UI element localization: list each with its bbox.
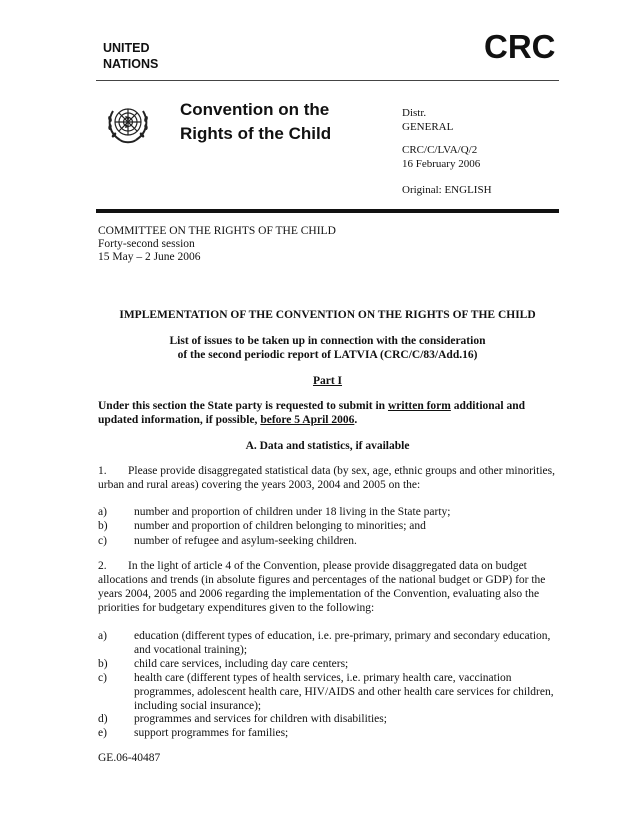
paragraph-1-number: 1.	[98, 465, 107, 477]
request-written-form: written form	[387, 400, 451, 412]
header-divider	[96, 80, 559, 81]
p1-item-label: b)	[98, 520, 108, 532]
part-heading: Part I	[312, 375, 343, 387]
p2-item-text: programmes and services for children with disabilities;	[134, 713, 387, 725]
p2-item-text: support programmes for families;	[134, 727, 289, 739]
p2-item-text: child care services, including day care centers;	[134, 658, 349, 670]
request-deadline: before 5 April 2006	[260, 414, 355, 426]
request-text-end: .	[354, 414, 358, 426]
request-paragraph	[98, 399, 558, 427]
committee-block	[98, 225, 336, 264]
p2-item-text: health care (different types of health services, i.e. primary health care, vaccination programmes, adolescent health care, HIV/AIDS and other health care services for children, including social insurance);	[134, 672, 554, 712]
p2-item-label: d)	[98, 713, 108, 725]
paragraph-2-number: 2.	[98, 560, 107, 572]
convention-title-line-2: Rights of the Child	[180, 124, 332, 143]
committee-dates: 15 May – 2 June 2006	[98, 251, 201, 263]
original-language: Original: ENGLISH	[402, 184, 492, 196]
p2-item-label: a)	[98, 630, 107, 642]
p1-item-text: number and proportion of children under 18 living in the State party;	[134, 506, 451, 518]
distribution-info	[402, 106, 453, 134]
subtitle-line-2: of the second periodic report of LATVIA (CRC/C/83/Add.16)	[177, 349, 478, 361]
paragraph-2	[98, 559, 558, 615]
distr-label: Distr.	[402, 107, 427, 119]
convention-title	[180, 98, 331, 146]
p1-item-label: c)	[98, 535, 107, 547]
document-date: 16 February 2006	[402, 158, 481, 170]
section-a-heading: A. Data and statistics, if available	[245, 440, 410, 452]
organization-name	[103, 40, 158, 72]
request-text-start: Under this section the State party is requested to submit in	[98, 400, 388, 412]
committee-session: Forty-second session	[98, 238, 195, 250]
committee-name: COMMITTEE ON THE RIGHTS OF THE CHILD	[98, 225, 336, 237]
subtitle-line-1: List of issues to be taken up in connection with the consideration	[169, 335, 486, 347]
paragraph-2-text: In the light of article 4 of the Convention, please provide disaggregated data on budget allocations and trends (in absolute figures and percentages of the national budget or GDP) for the years 2004, 2005 and 2006 regarding the implementation of the Convention, evaluating also the priorities for budgetary expenditures given to the following:	[98, 560, 546, 614]
subtitle	[96, 334, 559, 362]
document-symbol-info	[402, 143, 480, 171]
paragraph-1	[98, 464, 558, 492]
main-title: IMPLEMENTATION OF THE CONVENTION ON THE RIGHTS OF THE CHILD	[119, 309, 536, 321]
p2-item-text: education (different types of education, i.e. pre-primary, primary and secondary education, and vocational training);	[134, 630, 551, 656]
job-number: GE.06-40487	[98, 752, 161, 764]
org-line-1: UNITED	[103, 41, 150, 55]
convention-title-line-1: Convention on the	[180, 100, 330, 119]
document-symbol: CRC/C/LVA/Q/2	[402, 144, 478, 156]
paragraph-1-text: Please provide disaggregated statistical data (by sex, age, ethnic groups and other minorities, urban and rural areas) covering the years 2003, 2004 and 2005 on the:	[98, 465, 555, 491]
request-text-middle: additional and updated information, if possible,	[98, 400, 526, 426]
p2-item-label: c)	[98, 672, 107, 684]
p2-item-label: e)	[98, 727, 107, 739]
header-bottom-rule	[96, 209, 559, 213]
un-emblem-icon	[104, 99, 152, 147]
p1-item-text: number and proportion of children belonging to minorities; and	[134, 520, 426, 532]
distr-value: GENERAL	[402, 121, 454, 133]
p1-item-text: number of refugee and asylum-seeking children.	[134, 535, 357, 547]
document-code: CRC	[484, 28, 556, 65]
p2-item-label: b)	[98, 658, 108, 670]
p1-item-label: a)	[98, 506, 107, 518]
org-line-2: NATIONS	[103, 57, 159, 71]
